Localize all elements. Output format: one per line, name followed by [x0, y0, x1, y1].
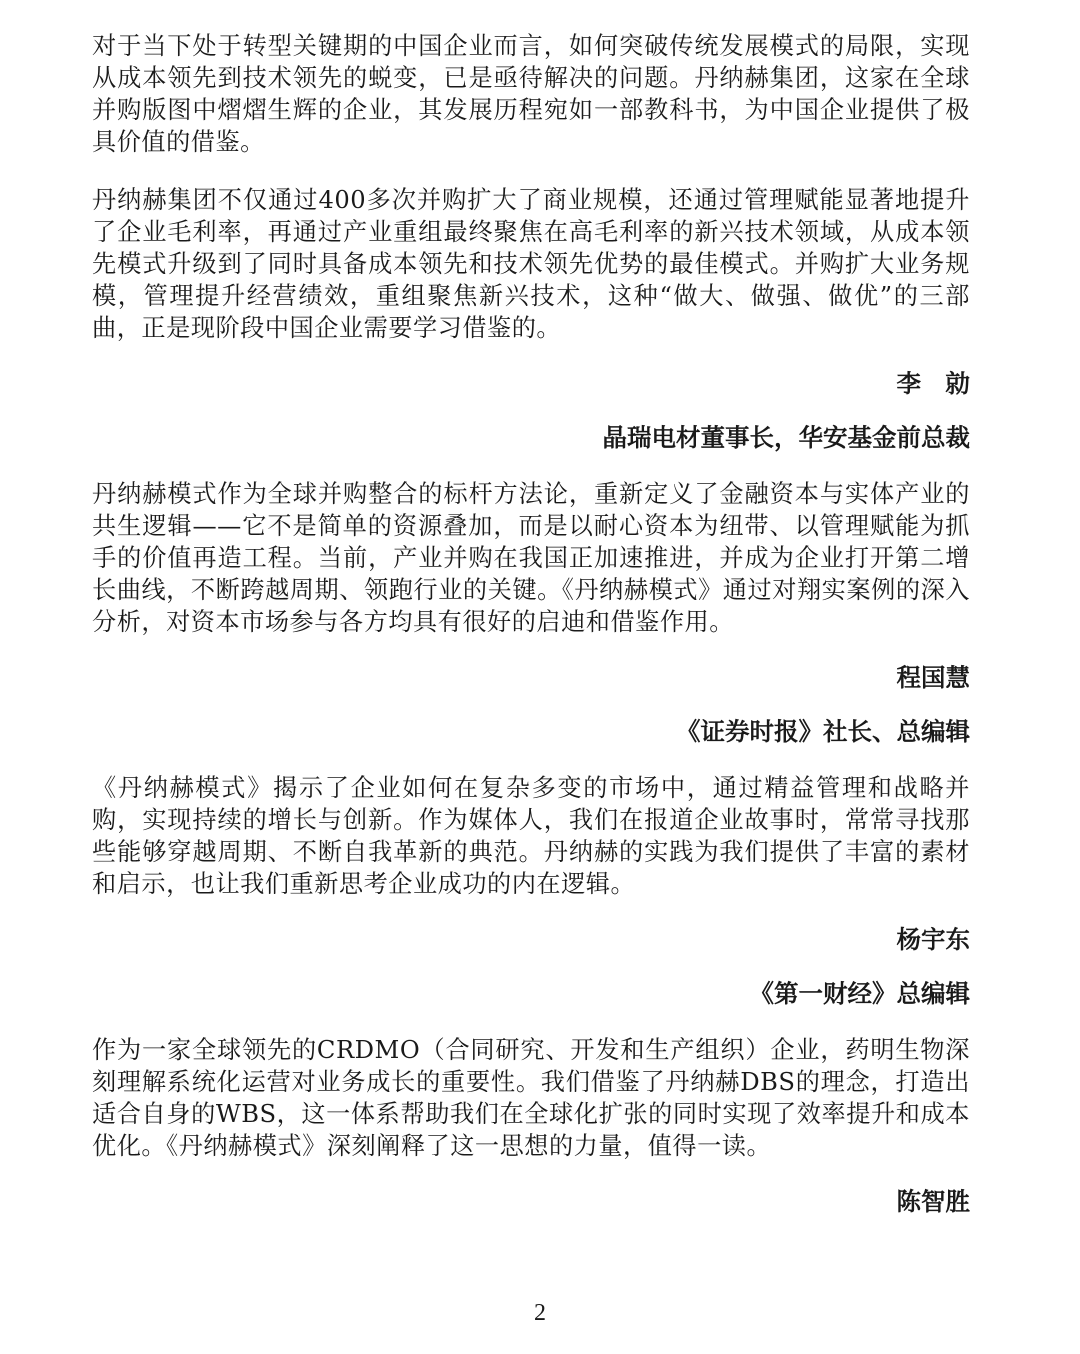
endorser-name: 陈智胜 — [896, 1187, 970, 1216]
endorser-title: 《证券时报》社长、总编辑 — [676, 717, 970, 746]
endorser-name: 程国慧 — [896, 663, 970, 692]
paragraph-intro-2: 丹纳赫集团不仅通过400多次并购扩大了商业规模，还通过管理赋能显著地提升了企业毛利率，再通过产业重组最终聚焦在高毛利率的新兴技术领域，从成本领先模式升级到了同时具备成本领先和技术领先优势的最佳模式。并购扩大业务规模，管理提升经营绩效，重组聚焦新兴技术，这种“做大、做强、做优”的三部曲，正是现阶段中国企业需要学习借鉴的。 — [92, 186, 970, 342]
page-number: 2 — [534, 1300, 546, 1326]
endorser-name: 李 勍 — [896, 369, 970, 398]
endorser-name: 杨宇东 — [896, 925, 970, 954]
paragraph-intro-1: 对于当下处于转型关键期的中国企业而言，如何突破传统发展模式的局限，实现从成本领先到技术领先的蜕变，已是亟待解决的问题。丹纳赫集团，这家在全球并购版图中熠熠生辉的企业，其发展历程宛如一部教科书，为中国企业提供了极具价值的借鉴。 — [92, 32, 970, 156]
document-page — [92, 30, 970, 1218]
endorsement-text: 作为一家全球领先的CRDMO（合同研究、开发和生产组织）企业，药明生物深刻理解系统化运营对业务成长的重要性。我们借鉴了丹纳赫DBS的理念，打造出适合自身的WBS，这一体系帮助我们在全球化扩张的同时实现了效率提升和成本优化。《丹纳赫模式》深刻阐释了这一思想的力量，值得一读。 — [92, 1036, 970, 1160]
endorser-title: 《第一财经》总编辑 — [749, 979, 970, 1008]
endorsement-text: 丹纳赫模式作为全球并购整合的标杆方法论，重新定义了金融资本与实体产业的共生逻辑——它不是简单的资源叠加，而是以耐心资本为纽带、以管理赋能为抓手的价值再造工程。当前，产业并购在我国正加速推进，并成为企业打开第二增长曲线，不断跨越周期、领跑行业的关键。《丹纳赫模式》通过对翔实案例的深入分析，对资本市场参与各方均具有很好的启迪和借鉴作用。 — [92, 480, 970, 636]
endorser-title: 晶瑞电材董事长，华安基金前总裁 — [602, 423, 970, 452]
endorsement-text: 《丹纳赫模式》揭示了企业如何在复杂多变的市场中，通过精益管理和战略并购，实现持续的增长与创新。作为媒体人，我们在报道企业故事时，常常寻找那些能够穿越周期、不断自我革新的典范。丹纳赫的实践为我们提供了丰富的素材和启示，也让我们重新思考企业成功的内在逻辑。 — [92, 774, 970, 898]
